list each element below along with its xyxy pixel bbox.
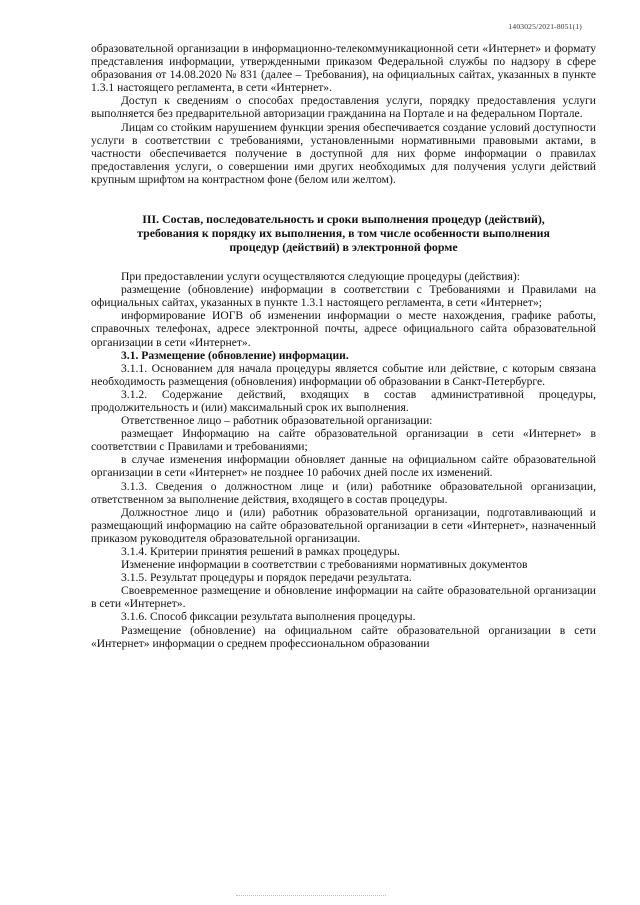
- section-title: [91, 212, 596, 254]
- paragraph: 3.1.6. Способ фиксации результата выполнения процедуры.: [121, 610, 416, 624]
- section-title-line: процедур (действий) в электронной форме: [229, 240, 458, 255]
- paragraph: Изменение информации в соответствии с требованиями нормативных документов: [121, 558, 528, 572]
- paragraph: Лицам со стойким нарушением функции зрения обеспечивается создание условий доступности услуги в соответствии с требованиями, установленными нормативными правовыми актами, в частности обеспечивается получение в доступной для них форме информации о правилах предоставления услуги, о совершении ими других необходимых для получения услуги действий крупным шрифтом на контрастном фоне (белом или желтом).: [91, 120, 596, 186]
- paragraph: При предоставлении услуги осуществляются следующие процедуры (действия):: [121, 270, 520, 284]
- paragraph: образовательной организации в информационно-телекоммуникационной сети «Интернет» и формату представления информации, утвержденными приказом Федеральной службы по надзору в сфере образования от 14.08.2020 № 831 (далее – Требования), на официальных сайтах, указанных в пункте 1.3.1 настоящего регламента, в сети «Интернет».: [91, 42, 596, 95]
- paragraph: 3.1.1. Основанием для начала процедуры является событие или действие, с которым связана необходимость размещения (обновления) информации об образовании в Санкт-Петербурге.: [91, 361, 596, 388]
- paragraph: Доступ к сведениям о способах предоставления услуги, порядку предоставления услуги выполняется без предварительной авторизации гражданина на Портале и на федеральном Портале.: [91, 94, 596, 121]
- paragraph: Должностное лицо и (или) работник образовательной организации, подготавливающий и размещающий информацию на сайте образовательной организации в сети «Интернет», назначенный приказом руководителя образовательной организации.: [91, 505, 596, 545]
- paragraph: информирование ИОГВ об изменении информации о месте нахождения, графике работы, справочных телефонах, адресе электронной почты, адресе официального сайта образовательной организации в сети «Интернет».: [91, 309, 596, 349]
- document-body: [91, 42, 596, 650]
- paragraph: 3.1.4. Критерии принятия решений в рамках процедуры.: [121, 545, 400, 558]
- section-title-line: требования к порядку их выполнения, в том числе особенности выполнения: [137, 226, 550, 241]
- paragraph: Своевременное размещение и обновление информации на сайте образовательной организации в сети «Интернет».: [91, 584, 596, 611]
- paragraph: Ответственное лицо – работник образовательной организации:: [121, 414, 433, 428]
- document-number: 1403025/2021-8051(1): [508, 22, 582, 31]
- section-title-line: III. Состав, последовательность и сроки выполнения процедур (действий),: [142, 212, 545, 227]
- paragraph: 3.1.2. Содержание действий, входящих в состав административной процедуры, продолжительность и (или) максимальный срок их выполнения.: [91, 387, 596, 414]
- subsection-heading: 3.1. Размещение (обновление) информации.: [121, 348, 349, 362]
- paragraph: в случае изменения информации обновляет данные на официальном сайте образовательной организации в сети «Интернет» не позднее 10 рабочих дней после их изменений.: [91, 453, 596, 480]
- paragraph: 3.1.5. Результат процедуры и порядок передачи результата.: [121, 571, 412, 585]
- footer-mark: [236, 895, 386, 899]
- paragraph: Размещение (обновление) на официальном сайте образовательной организации в сети «Интернет» информации о среднем профессиональном образовании: [91, 623, 596, 650]
- section-body: [91, 270, 596, 650]
- paragraph: размещает Информацию на сайте образовательной организации в сети «Интернет» в соответствии с Правилами и требованиями;: [91, 427, 596, 454]
- paragraph: 3.1.3. Сведения о должностном лице и (или) работнике образовательной организации, ответственном за выполнение действия, входящего в состав процедуры.: [91, 479, 596, 506]
- paragraph: размещение (обновление) информации в соответствии с Требованиями и Правилами на официальных сайтах, указанных в пункте 1.3.1 настоящего регламента, в сети «Интернет»;: [91, 283, 596, 310]
